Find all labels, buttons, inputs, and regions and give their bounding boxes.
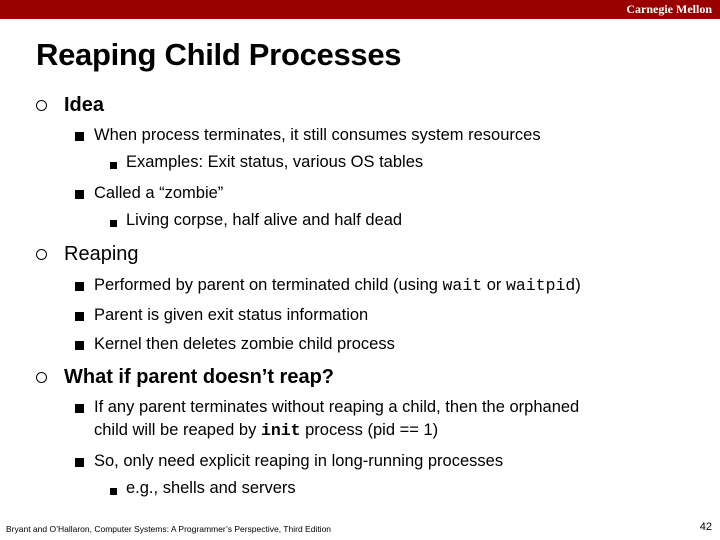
page-number: 42 bbox=[699, 521, 712, 533]
footer-citation: Bryant and O’Hallaron, Computer Systems: A Programmer’s Perspective, Third Edition bbox=[6, 524, 332, 534]
header-bar bbox=[0, 0, 720, 19]
brand-label: Carnegie Mellon bbox=[626, 2, 712, 16]
slide-title: Reaping Child Processes bbox=[36, 37, 402, 72]
bullet-text: Called a “zombie” bbox=[94, 184, 224, 202]
code-init: init bbox=[260, 421, 301, 440]
bullet-text: e.g., shells and servers bbox=[126, 479, 296, 497]
square-bullet-icon bbox=[75, 341, 84, 350]
square-bullet-icon bbox=[110, 488, 117, 495]
heading-reaping: Reaping bbox=[64, 243, 139, 265]
text-segment: or bbox=[482, 276, 506, 294]
bullet-text bbox=[94, 274, 581, 297]
text-segment: ) bbox=[575, 276, 581, 294]
bullet-text: When process terminates, it still consumes system resources bbox=[94, 126, 541, 144]
square-bullet-icon bbox=[75, 312, 84, 321]
bullet-text: So, only need explicit reaping in long-running processes bbox=[94, 452, 504, 470]
bullet-text bbox=[94, 396, 579, 442]
square-bullet-icon bbox=[75, 282, 84, 291]
bullet-text: Examples: Exit status, various OS tables bbox=[126, 153, 424, 171]
square-bullet-icon bbox=[75, 190, 84, 199]
text-segment: process (pid == 1) bbox=[300, 421, 439, 439]
text-segment: child will be reaped by bbox=[94, 421, 261, 439]
bullet-text: Living corpse, half alive and half dead bbox=[126, 211, 403, 229]
text-line-1: If any parent terminates without reaping a child, then the orphaned bbox=[94, 398, 580, 416]
text-segment: Performed by parent on terminated child (using bbox=[94, 276, 443, 294]
heading-noreap: What if parent doesn’t reap? bbox=[64, 366, 335, 388]
circle-bullet-icon bbox=[36, 249, 47, 260]
circle-bullet-icon bbox=[36, 100, 47, 111]
square-bullet-icon bbox=[75, 404, 84, 413]
bullet-text: Parent is given exit status information bbox=[94, 306, 369, 324]
square-bullet-icon bbox=[110, 162, 117, 169]
code-waitpid: waitpid bbox=[505, 276, 576, 295]
square-bullet-icon bbox=[110, 220, 117, 227]
heading-idea: Idea bbox=[64, 94, 105, 116]
square-bullet-icon bbox=[75, 132, 84, 141]
square-bullet-icon bbox=[75, 458, 84, 467]
circle-bullet-icon bbox=[36, 372, 47, 383]
code-wait: wait bbox=[442, 276, 483, 295]
bullet-text: Kernel then deletes zombie child process bbox=[94, 335, 395, 353]
